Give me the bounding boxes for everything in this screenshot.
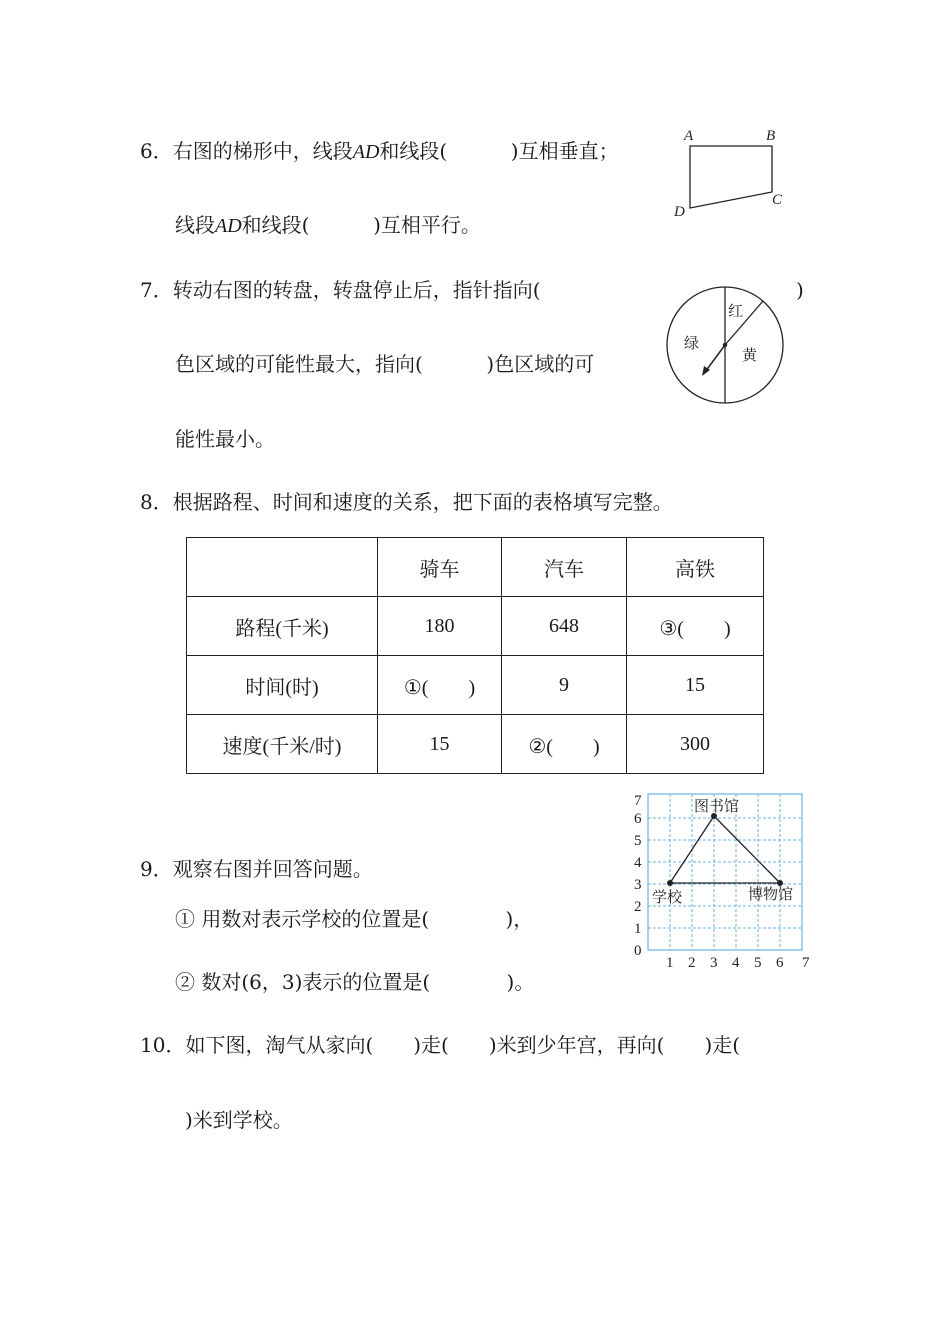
green-region-label: 绿 (684, 334, 700, 352)
table-header: 骑车 (378, 538, 502, 597)
library-label: 图书馆 (694, 797, 740, 815)
q9-sub-2: ② 数对(6，3)表示的位置是( )。 (175, 970, 535, 994)
q7-answer-blank-2[interactable] (423, 352, 487, 376)
table-cell: 路程(千米) (187, 597, 378, 656)
red-region-label: 红 (728, 302, 744, 320)
trapezoid-figure (660, 120, 800, 230)
y-tick-label: 0 (634, 943, 642, 959)
q9-answer-blank-1[interactable] (429, 907, 505, 931)
y-tick-label: 1 (634, 921, 642, 937)
yellow-region-label: 黄 (742, 346, 758, 364)
spinner-figure (660, 280, 790, 410)
table-cell: 9 (502, 656, 627, 715)
label-d: D (674, 204, 685, 220)
answer-cell-3[interactable]: ③( ) (627, 597, 764, 656)
label-a: A (684, 128, 694, 144)
answer-cell-1[interactable]: ①( ) (378, 656, 502, 715)
table-row (187, 715, 764, 774)
label-c: C (772, 192, 783, 208)
x-tick-label: 6 (776, 955, 784, 971)
q7-close-paren: ) (796, 278, 804, 302)
school-label: 学校 (652, 888, 683, 906)
label-b: B (766, 128, 776, 144)
table-cell: 648 (502, 597, 627, 656)
table-header: 汽车 (502, 538, 627, 597)
table-cell: 300 (627, 715, 764, 774)
table-header-row (187, 538, 764, 597)
x-tick-label: 7 (802, 955, 810, 971)
y-tick-label: 6 (634, 811, 642, 827)
coordinate-grid (620, 788, 820, 973)
speed-table (186, 537, 764, 774)
q6-line-1: 6．右图的梯形中，线段AD和线段( )互相垂直； (140, 139, 619, 163)
q7-line-2: 色区域的可能性最大，指向( )色区域的可 (175, 352, 595, 376)
q9-answer-blank-2[interactable] (430, 970, 506, 994)
x-tick-label: 3 (710, 955, 718, 971)
q9-line: 9．观察右图并回答问题。 (140, 857, 373, 881)
q7-answer-blank-1[interactable] (541, 278, 675, 302)
x-tick-label: 5 (754, 955, 762, 971)
table-cell: 180 (378, 597, 502, 656)
q8-line: 8．根据路程、时间和速度的关系，把下面的表格填写完整。 (140, 490, 673, 514)
table-cell: 15 (378, 715, 502, 774)
y-tick-label: 2 (634, 899, 642, 915)
school-point (667, 880, 673, 886)
y-tick-label: 5 (634, 833, 642, 849)
table-cell (187, 538, 378, 597)
table-cell: 时间(时) (187, 656, 378, 715)
q10-line-2: )米到学校。 (185, 1108, 293, 1132)
x-tick-label: 4 (732, 955, 740, 971)
museum-label: 博物馆 (748, 885, 794, 903)
y-tick-label: 7 (634, 793, 642, 809)
q6-number: 6． (140, 139, 173, 163)
q6-answer-blank-2[interactable] (309, 213, 373, 237)
pointer-arrow (705, 345, 725, 372)
x-tick-label: 2 (688, 955, 696, 971)
x-tick-label: 1 (666, 955, 674, 971)
table-cell: 速度(千米/时) (187, 715, 378, 774)
table-row (187, 597, 764, 656)
table-cell: 15 (627, 656, 764, 715)
answer-cell-2[interactable]: ②( ) (502, 715, 627, 774)
y-tick-label: 4 (634, 855, 642, 871)
q7-line-3: 能性最小。 (175, 427, 275, 451)
table-row (187, 656, 764, 715)
q7-line-1: 7．转动右图的转盘，转盘停止后，指针指向( (140, 276, 674, 304)
q6-line-2: 线段AD和线段( )互相平行。 (175, 213, 481, 237)
q10-line-1: 10．如下图，淘气从家向( )走( )米到少年宫，再向( )走( (140, 1033, 741, 1057)
q9-sub-1: ① 用数对表示学校的位置是( )， (175, 907, 534, 931)
q6-answer-blank-1[interactable] (447, 139, 511, 163)
table-header: 高铁 (627, 538, 764, 597)
y-tick-label: 3 (634, 877, 642, 893)
